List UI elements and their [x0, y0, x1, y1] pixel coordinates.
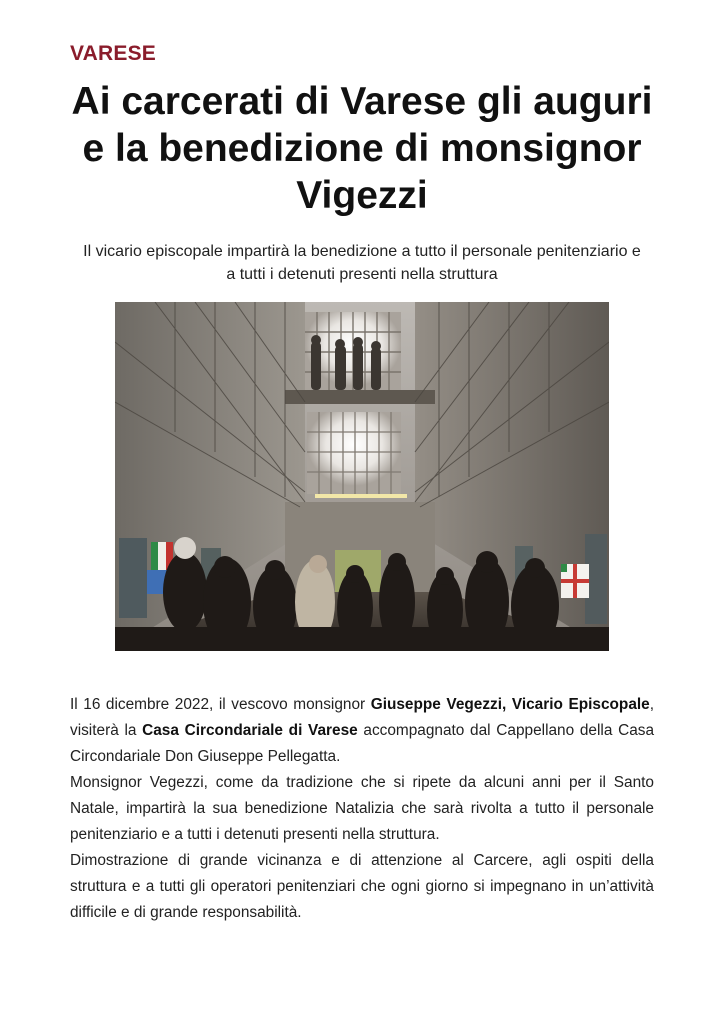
article-headline: Ai carcerati di Varese gli auguri e la benedizione di monsignor Vigezzi [71, 80, 653, 217]
body-text-run: , visiterà la [70, 696, 654, 739]
section-label: VARESE [70, 42, 156, 65]
prison-name: Casa Circondariale di Varese [142, 722, 358, 739]
bishop-name: Giuseppe Vegezzi, Vicario Episcopale [370, 696, 650, 713]
body-paragraph-2: Monsignor Vegezzi, come da tradizione che si ripete da alcuni anni per il Santo Natale, impartirà la sua benedizione Natalizia che sarà rivolta a tutto il personale penitenziario e a tutti i detenuti presenti nella struttura. [70, 774, 654, 843]
body-text-run: accompagnato dal Cappellano della Casa Circondariale Don Giuseppe Pellegatta. [70, 722, 655, 765]
article-body [70, 692, 654, 926]
body-paragraph-1 [70, 692, 654, 770]
article-subtitle: Il vicario episcopale impartirà la benedizione a tutto il personale penitenziario e a tutti i detenuti presenti nella struttura [83, 243, 641, 283]
body-paragraph-3: Dimostrazione di grande vicinanza e di attenzione al Carcere, agli ospiti della struttura e a tutti gli operatori penitenziari che ogni giorno si impegnano in un’attività difficile e di grande responsabilità. [70, 852, 654, 921]
article-photo [115, 302, 609, 651]
body-text-run: Il 16 dicembre 2022, il vescovo monsignor [70, 696, 371, 713]
prison-interior-photo [115, 302, 609, 651]
